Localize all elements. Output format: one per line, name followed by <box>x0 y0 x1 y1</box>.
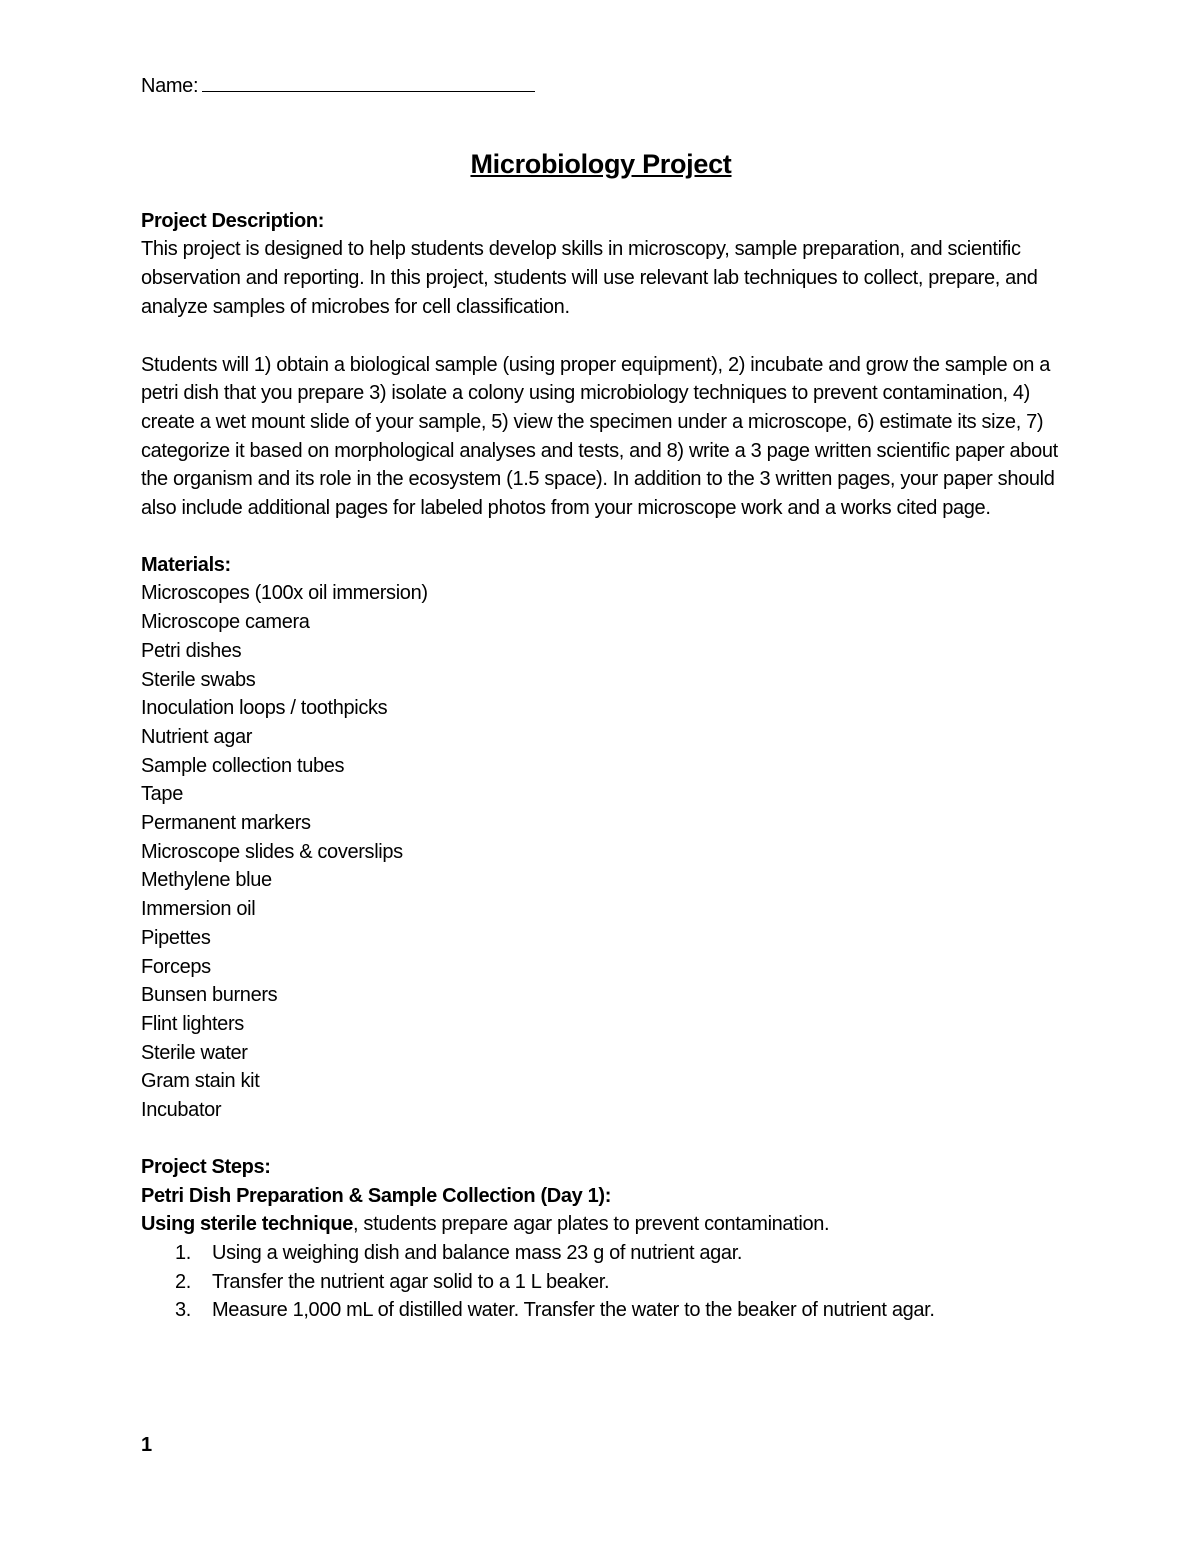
material-item: Methylene blue <box>141 869 272 892</box>
material-item: Pipettes <box>141 926 211 949</box>
material-item: Microscope slides & coverslips <box>141 840 403 863</box>
material-item: Microscope camera <box>141 611 310 634</box>
name-line <box>141 72 1061 101</box>
material-item: Immersion oil <box>141 898 256 921</box>
steps-subheading: Petri Dish Preparation & Sample Collection (Day 1): <box>141 1184 612 1207</box>
material-item: Microscopes (100x oil immersion) <box>141 582 428 605</box>
step-item <box>141 1268 1061 1297</box>
steps-list <box>141 1239 1061 1325</box>
materials-list <box>141 579 1061 1124</box>
description-heading: Project Description: <box>141 209 325 232</box>
material-item: Petri dishes <box>141 639 242 662</box>
steps-heading: Project Steps: <box>141 1155 271 1178</box>
steps-intro-rest: , students prepare agar plates to prevent contamination. <box>353 1213 830 1236</box>
name-blank <box>202 73 535 92</box>
steps-intro-bold: Using sterile technique <box>141 1213 353 1236</box>
step-item <box>141 1296 1061 1325</box>
document-body <box>141 72 1061 1325</box>
material-item: Sample collection tubes <box>141 754 345 777</box>
description-paragraph-2: Students will 1) obtain a biological sample (using proper equipment), 2) incubate and grow the sample on a petri dish that you prepare 3) isolate a colony using microbiology techniques to prevent contamination, 4) create a wet mount slide of your sample, 5) view the specimen under a microscope, 6) estimate its size, 7) categorize it based on morphological analyses and tests, and 8) write a 3 page written scientific paper about the organism and its role in the ecosystem (1.5 space). In addition to the 3 written pages, your paper should also include additional pages for labeled photos from your microscope work and a works cited page. <box>141 353 1058 520</box>
name-label: Name: <box>141 75 199 97</box>
material-item: Gram stain kit <box>141 1070 260 1093</box>
step-number: 2. <box>175 1270 191 1293</box>
step-text: Using a weighing dish and balance mass 23 g of nutrient agar. <box>212 1241 743 1264</box>
page-number: 1 <box>141 1434 153 1456</box>
materials-heading: Materials: <box>141 553 231 576</box>
step-text: Measure 1,000 mL of distilled water. Transfer the water to the beaker of nutrient agar. <box>212 1299 935 1322</box>
material-item: Flint lighters <box>141 1012 244 1035</box>
material-item: Nutrient agar <box>141 725 253 748</box>
material-item: Sterile water <box>141 1041 248 1064</box>
material-item: Bunsen burners <box>141 984 278 1007</box>
material-item: Incubator <box>141 1099 222 1122</box>
steps-intro <box>141 1210 1061 1239</box>
material-item: Inoculation loops / toothpicks <box>141 697 388 720</box>
description-paragraph-1: This project is designed to help students develop skills in microscopy, sample preparation, and scientific observation and reporting. In this project, students will use relevant lab techniques to collect, prepare, and analyze samples of microbes for cell classification. <box>141 238 1038 318</box>
material-item: Forceps <box>141 955 211 978</box>
material-item: Tape <box>141 783 183 806</box>
step-item <box>141 1239 1061 1268</box>
material-item: Permanent markers <box>141 812 311 835</box>
material-item: Sterile swabs <box>141 668 256 691</box>
step-number: 1. <box>175 1241 191 1264</box>
step-number: 3. <box>175 1299 191 1322</box>
step-text: Transfer the nutrient agar solid to a 1 L beaker. <box>212 1270 610 1293</box>
page-title: Microbiology Project <box>470 148 732 179</box>
